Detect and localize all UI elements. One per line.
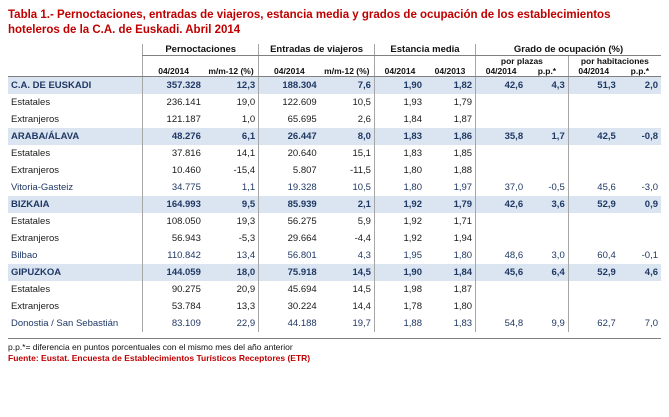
table-cell: 357.328 [143,77,204,95]
table-row [8,264,661,281]
table-cell [476,213,527,230]
header-col-7: p.p.* [526,66,568,77]
table-cell [526,111,568,128]
table-cell: 6,1 [204,128,259,145]
header-col-3: m/m-12 (%) [320,66,375,77]
header-spacer-1 [143,56,259,67]
table-cell [476,298,527,315]
table-cell: 20,9 [236,284,256,295]
table-cell: 1,7 [526,128,568,145]
header-row-groups [8,44,661,56]
table-cell [526,281,568,298]
table-cell: 1,1 [241,182,256,193]
table-cell: 4,6 [619,264,661,281]
table-cell [526,298,568,315]
table-cell [619,145,661,162]
table-row [8,77,661,95]
table-row [8,94,661,111]
row-label: Estatales [11,216,51,227]
table-cell: 110.842 [143,247,204,264]
row-label: Extranjeros [11,165,60,176]
table-cell: 4,3 [526,77,568,95]
header-blank-3 [8,66,143,77]
table-cell: 1,80 [374,162,425,179]
table-cell: 20.640 [259,145,320,162]
table-cell: 3,6 [526,196,568,213]
table-cell [619,298,661,315]
table-cell [568,162,619,179]
table-body [8,77,661,333]
table-cell: 1,92 [374,213,425,230]
table-cell: -0,5 [548,182,565,193]
table-cell: 45,6 [568,179,619,196]
row-label: Donostia / San Sebastián [11,318,119,329]
table-cell: 1,94 [453,233,473,244]
table-cell: 60,4 [568,247,619,264]
table-cell: 1,87 [453,284,473,295]
row-label: Vitoria-Gasteiz [11,182,74,193]
table-cell: 1,83 [453,318,473,329]
table-cell: 1,93 [374,94,425,111]
row-label: Extranjeros [11,301,60,312]
table-cell: 1,92 [374,196,425,213]
table-row [8,145,661,162]
table-cell: 1,87 [453,114,473,125]
table-cell: 1,85 [453,148,473,159]
header-col-2: 04/2014 [259,66,320,77]
header-row-subgroups [8,56,661,67]
table-cell: 1,88 [453,165,473,176]
table-cell: 1,95 [374,247,425,264]
table-cell: 37.816 [143,145,204,162]
table-row [8,298,661,315]
table-cell: 1,97 [453,182,473,193]
table-cell: 42,5 [568,128,619,145]
table-cell: 1,84 [425,264,476,281]
header-grado-ocupacion: Grado de ocupación (%) [476,44,661,56]
table-cell: 4,3 [357,250,371,261]
table-cell: 19,3 [236,216,256,227]
table-header [8,44,661,77]
table-cell: 15,1 [352,148,371,159]
table-cell: 188.304 [259,77,320,95]
table-cell: 1,98 [374,281,425,298]
table-cell: 2,6 [357,114,371,125]
table-cell: 14,4 [352,301,371,312]
table-cell: 6,4 [526,264,568,281]
table-cell: 48.276 [143,128,204,145]
table-cell: 1,92 [374,230,425,247]
table-cell: 2,1 [320,196,375,213]
table-cell: 56.801 [259,247,320,264]
table-cell [568,94,619,111]
table-cell [476,162,527,179]
table-cell: 35,8 [476,128,527,145]
row-label: Estatales [11,284,51,295]
table-cell: 37,0 [476,179,527,196]
table-cell: 1,80 [453,250,473,261]
header-spacer-3 [374,56,475,67]
table-cell: 52,9 [568,264,619,281]
table-cell [619,213,661,230]
table-cell: 1,78 [374,298,425,315]
table-cell [526,94,568,111]
table-row [8,162,661,179]
table-cell: 10.460 [143,162,204,179]
table-cell [568,281,619,298]
table-cell: 1,83 [374,128,425,145]
table-cell [476,230,527,247]
table-cell: 144.059 [143,264,204,281]
table-cell: 7,0 [644,318,658,329]
table-cell: 44.188 [259,315,320,332]
row-label: BIZKAIA [8,196,143,213]
table-cell [568,230,619,247]
table-cell: 30.224 [259,298,320,315]
table-cell: -3,0 [641,182,658,193]
table-cell: 1,80 [374,179,425,196]
table-cell: 5.807 [259,162,320,179]
table-cell [568,213,619,230]
table-cell: 65.695 [259,111,320,128]
table-cell: 10,5 [352,97,371,108]
row-label: Extranjeros [11,114,60,125]
table-cell: 0,9 [619,196,661,213]
table-cell: -0,8 [619,128,661,145]
table-cell: 42,6 [476,77,527,95]
table-row [8,247,661,264]
table-cell: 9,9 [551,318,565,329]
table-cell [619,281,661,298]
table-cell [476,145,527,162]
table-cell: 90.275 [143,281,204,298]
table-cell: 29.664 [259,230,320,247]
table-cell [476,111,527,128]
table-cell: 19,0 [236,97,256,108]
footnote-pp: p.p.*= diferencia en puntos porcentuales con el mismo mes del año anterior [8,342,293,352]
row-label: GIPUZKOA [8,264,143,281]
table-cell: 10,5 [352,182,371,193]
row-label: Estatales [11,148,51,159]
header-blank-2 [8,56,143,67]
footnote-source: Fuente: Eustat. Encuesta de Establecimientos Turísticos Receptores (ETR) [8,353,311,363]
table-cell: 62,7 [568,315,619,332]
table-row [8,128,661,145]
table-cell: 1,79 [453,97,473,108]
table-cell [526,213,568,230]
table-cell: 108.050 [143,213,204,230]
table-row [8,315,661,332]
table-cell: 8,0 [320,128,375,145]
table-cell: 164.993 [143,196,204,213]
table-cell: 2,0 [619,77,661,95]
table-cell: 45,6 [476,264,527,281]
table-row [8,281,661,298]
table-cell: 3,0 [551,250,565,261]
table-cell [568,298,619,315]
table-cell: 236.141 [143,94,204,111]
header-por-plazas: por plazas [476,56,569,67]
table-cell: -11,5 [350,165,371,176]
table-cell [619,230,661,247]
table-cell: 56.275 [259,213,320,230]
table-cell: 5,9 [357,216,371,227]
table-cell [568,145,619,162]
table-cell: 83.109 [143,315,204,332]
table-cell [619,94,661,111]
header-spacer-2 [259,56,375,67]
table-cell: 34.775 [143,179,204,196]
table-cell: 7,6 [320,77,375,95]
table-cell: 75.918 [259,264,320,281]
table-cell: 9,5 [204,196,259,213]
table-cell [619,162,661,179]
table-cell: -5,3 [238,233,256,244]
header-estancia-media: Estancia media [374,44,475,56]
table-cell: 45.694 [259,281,320,298]
table-cell: -4,4 [354,233,371,244]
table-cell: 1,83 [374,145,425,162]
row-label: Estatales [11,97,51,108]
table-cell: 42,6 [476,196,527,213]
table-cell: 54,8 [476,315,527,332]
table-cell: 51,3 [568,77,619,95]
table-footnotes [8,338,661,364]
table-cell: 121.187 [143,111,204,128]
header-blank [8,44,143,56]
table-cell: -0,1 [641,250,658,261]
table-cell: 1,71 [453,216,473,227]
table-cell: 12,3 [204,77,259,95]
table-cell [476,281,527,298]
header-col-5: 04/2013 [425,66,476,77]
table-row [8,196,661,213]
header-col-1: m/m-12 (%) [204,66,259,77]
table-cell: 14,1 [236,148,256,159]
table-cell: 13,4 [236,250,256,261]
table-cell [619,111,661,128]
table-cell [476,94,527,111]
table-cell: -15,4 [233,165,256,176]
header-por-habitaciones: por habitaciones [568,56,661,67]
table-cell: 52,9 [568,196,619,213]
header-col-4: 04/2014 [374,66,425,77]
table-cell: 14,5 [320,264,375,281]
row-label: Bilbao [11,250,38,261]
table-cell: 48,6 [476,247,527,264]
page-title: Tabla 1.- Pernoctaciones, entradas de viajeros, estancia media y grados de ocupación de los establecimientos hoteleros de la C.A. de Euskadi. Abril 2014 [8,9,611,36]
table-cell: 19,7 [352,318,371,329]
table-cell: 19.328 [259,179,320,196]
table-cell: 1,90 [374,77,425,95]
table-row [8,213,661,230]
table-row [8,230,661,247]
header-pernoctaciones: Pernoctaciones [143,44,259,56]
row-label: ARABA/ÁLAVA [8,128,143,145]
table-cell: 1,80 [453,301,473,312]
table-cell: 13,3 [236,301,256,312]
row-label: C.A. DE EUSKADI [8,77,143,95]
row-label: Extranjeros [11,233,60,244]
table-cell: 85.939 [259,196,320,213]
header-col-6: 04/2014 [476,66,527,77]
table-cell: 1,0 [241,114,256,125]
header-row-columns [8,66,661,77]
table-cell: 1,90 [374,264,425,281]
table-cell: 14,5 [352,284,371,295]
table-cell: 56.943 [143,230,204,247]
table-cell: 22,9 [236,318,256,329]
header-col-8: 04/2014 [568,66,619,77]
table-cell: 1,88 [374,315,425,332]
table-row [8,111,661,128]
table-cell: 26.447 [259,128,320,145]
table-cell [526,162,568,179]
table-cell: 53.784 [143,298,204,315]
table-cell: 18,0 [204,264,259,281]
table-cell: 1,82 [425,77,476,95]
table-row [8,179,661,196]
header-entradas-viajeros: Entradas de viajeros [259,44,375,56]
table-cell [526,230,568,247]
table-cell: 122.609 [259,94,320,111]
header-col-0: 04/2014 [143,66,204,77]
table-cell [526,145,568,162]
table-cell [568,111,619,128]
hotel-statistics-table [8,44,661,332]
header-col-9: p.p.* [619,66,661,77]
table-cell: 1,84 [374,111,425,128]
table-cell: 1,79 [425,196,476,213]
table-cell: 1,86 [425,128,476,145]
